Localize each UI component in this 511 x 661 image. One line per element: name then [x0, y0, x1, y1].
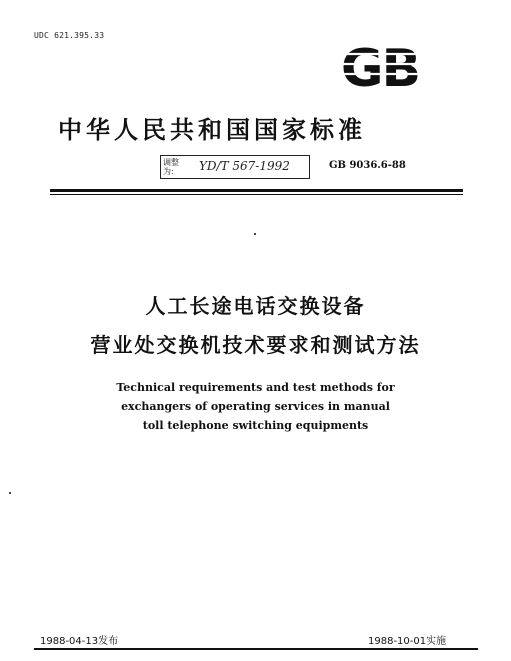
stamp-label: 调整为:: [163, 158, 179, 176]
country-standard-title: 中华人民共和国国家标准: [58, 115, 366, 144]
chinese-title-line-1: 人工长途电话交换设备: [145, 294, 366, 318]
english-title-line-1: Technical requirements and test methods for: [116, 381, 395, 394]
standard-number: GB 9036.6-88: [329, 160, 406, 171]
scan-speck: [9, 492, 11, 494]
replacement-stamp: [160, 155, 310, 179]
issue-date: 1988-04-13发布: [40, 636, 119, 647]
gb-logo: [335, 40, 425, 92]
header-rule-thick: [50, 189, 463, 192]
chinese-title-line-2: 营业处交换机技术要求和测试方法: [90, 333, 421, 357]
scan-speck: [254, 233, 256, 235]
implementation-date: 1988-10-01实施: [368, 636, 447, 647]
gb-logo-text: GB: [340, 40, 420, 92]
english-title-line-3: toll telephone switching equipments: [142, 419, 369, 432]
english-title-line-2: exchangers of operating services in manual: [121, 400, 390, 413]
udc-number: UDC 621.395.33: [34, 31, 105, 40]
stamp-code: YD/T 567-1992: [199, 159, 290, 173]
header-rule-thin: [50, 194, 463, 195]
footer-rule: [34, 648, 478, 650]
